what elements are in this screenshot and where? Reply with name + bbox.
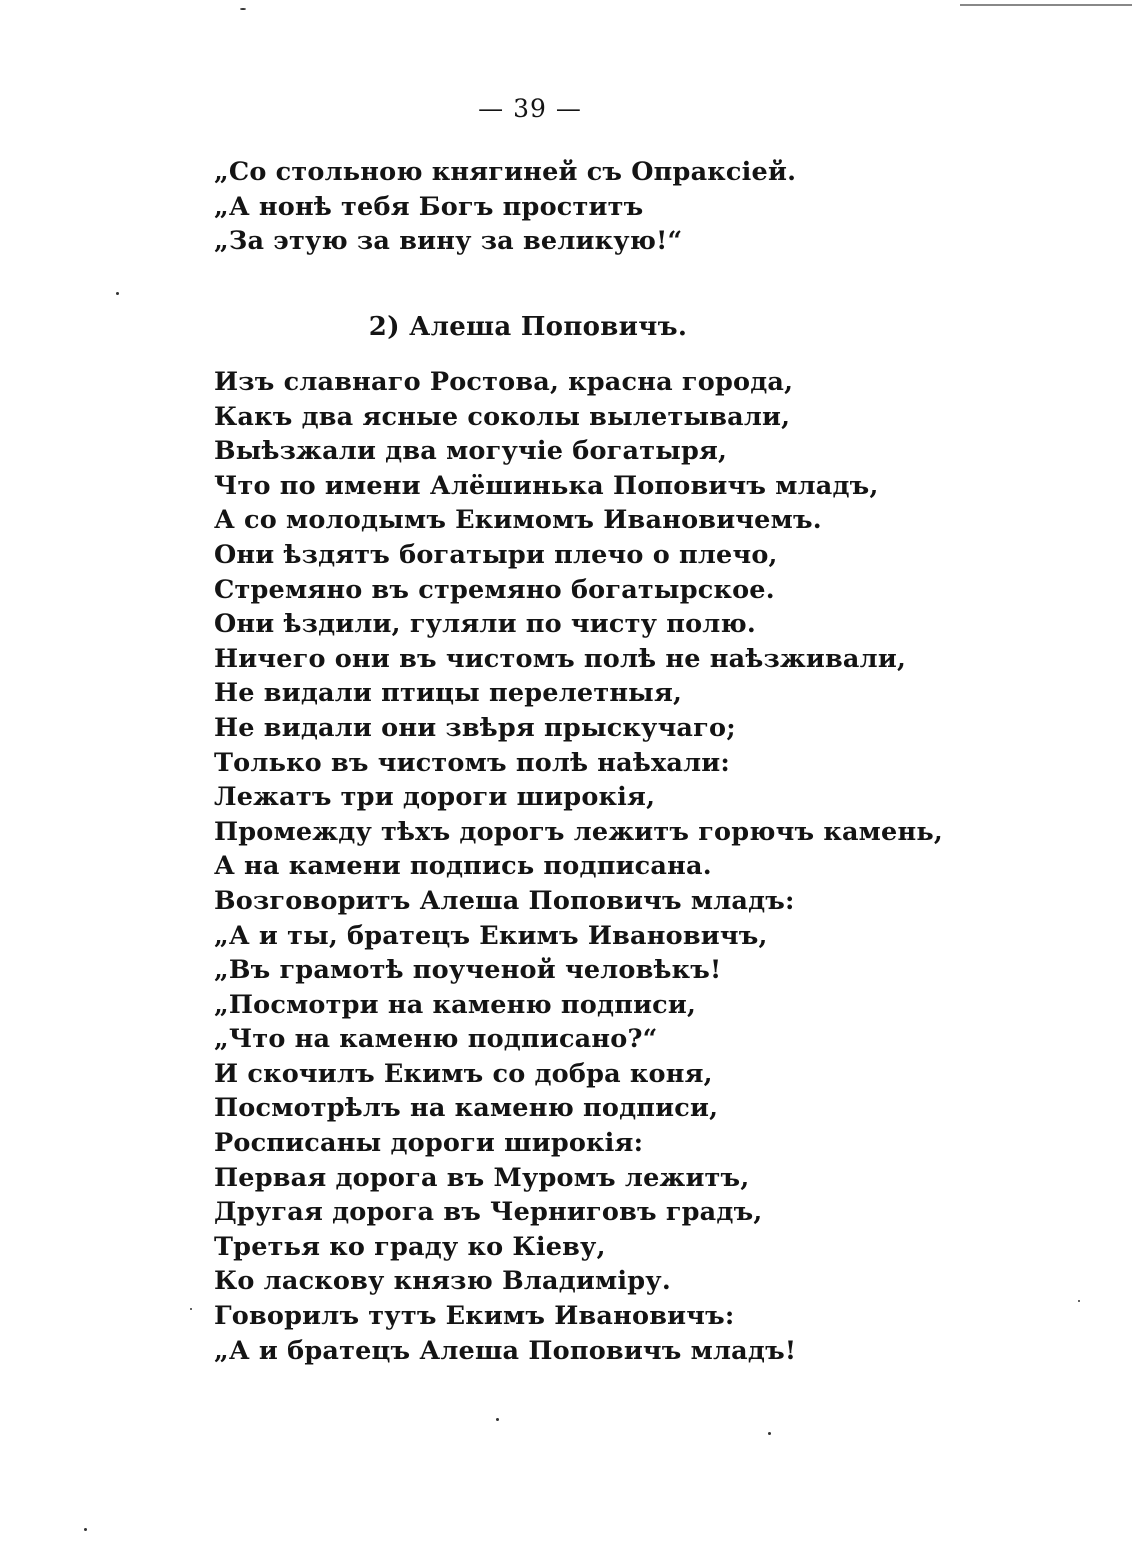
scan-speck: [768, 1432, 771, 1435]
verse-line: Говорилъ тутъ Екимъ Ивановичъ:: [214, 1301, 735, 1332]
verse-line: Ничего они въ чистомъ полѣ не наѣзживали,: [214, 643, 907, 674]
scan-speck: [190, 1308, 192, 1310]
verse-line: Не видали они звѣря прыскучаго;: [214, 712, 736, 743]
verse-line: Ко ласкову князю Владиміру.: [214, 1266, 671, 1297]
verse-line: И скочилъ Екимъ со добра коня,: [214, 1058, 713, 1089]
verse-line: Росписаны дороги широкія:: [214, 1128, 644, 1159]
verse-line: Стремяно въ стремяно богатырское.: [214, 574, 775, 605]
verse-line: Возговоритъ Алеша Поповичъ младъ:: [214, 885, 795, 916]
verse-line: „А нонѣ тебя Богъ проститъ: [214, 191, 644, 222]
continuation-verse: [214, 155, 796, 259]
verse-line: Первая дорога въ Муромъ лежитъ,: [214, 1162, 750, 1193]
verse-line: „А и братецъ Алеша Поповичъ младъ!: [214, 1335, 797, 1366]
verse-line: „За этую за вину за великую!“: [214, 226, 683, 257]
verse-line: А на камени подпись подписана.: [214, 851, 712, 882]
verse-line: Лежатъ три дороги широкія,: [214, 782, 656, 813]
scan-speck: [1078, 1300, 1080, 1302]
verse-line: Другая дорога въ Черниговъ градъ,: [214, 1197, 763, 1228]
verse-line: „Со стольною княгиней съ Опраксіей.: [214, 157, 797, 187]
scan-speck: [116, 292, 119, 295]
verse-line: Промежду тѣхъ дорогъ лежитъ горючъ камень,: [214, 816, 943, 847]
verse-line: Какъ два ясные соколы вылетывали,: [214, 401, 791, 432]
scan-speck: [84, 1528, 87, 1531]
page-number: — 39 —: [478, 94, 582, 123]
verse-line: Изъ славнаго Ростова, красна города,: [214, 367, 794, 397]
verse-line: Выѣзжали два могучіе богатыря,: [214, 436, 728, 467]
verse-line: Что по имени Алёшинька Поповичъ младъ,: [214, 470, 879, 501]
verse-line: Третья ко граду ко Кіеву,: [214, 1231, 606, 1262]
verse-line: Они ѣздятъ богатыри плечо о плечо,: [214, 539, 778, 570]
page-edge-rule: [960, 4, 1132, 6]
verse-line: „А и ты, братецъ Екимъ Ивановичъ,: [214, 920, 768, 951]
scan-speck: [496, 1418, 499, 1421]
section-title: 2) Алеша Поповичъ.: [368, 312, 688, 342]
verse-line: Они ѣздили, гуляли по чисту полю.: [214, 609, 756, 640]
verse-line: Не видали птицы перелетныя,: [214, 678, 683, 709]
verse-line: Посмотрѣлъ на каменю подписи,: [214, 1093, 719, 1124]
verse-line: Только въ чистомъ полѣ наѣхали:: [214, 747, 731, 778]
verse-line: „Что на каменю подписано?“: [214, 1024, 658, 1055]
scan-speck: [240, 8, 246, 10]
poem-verse: [214, 365, 943, 1368]
verse-line: „Въ грамотѣ поученой человѣкъ!: [214, 955, 722, 986]
verse-line: А со молодымъ Екимомъ Ивановичемъ.: [214, 505, 822, 536]
verse-line: „Посмотри на каменю подписи,: [214, 989, 697, 1020]
